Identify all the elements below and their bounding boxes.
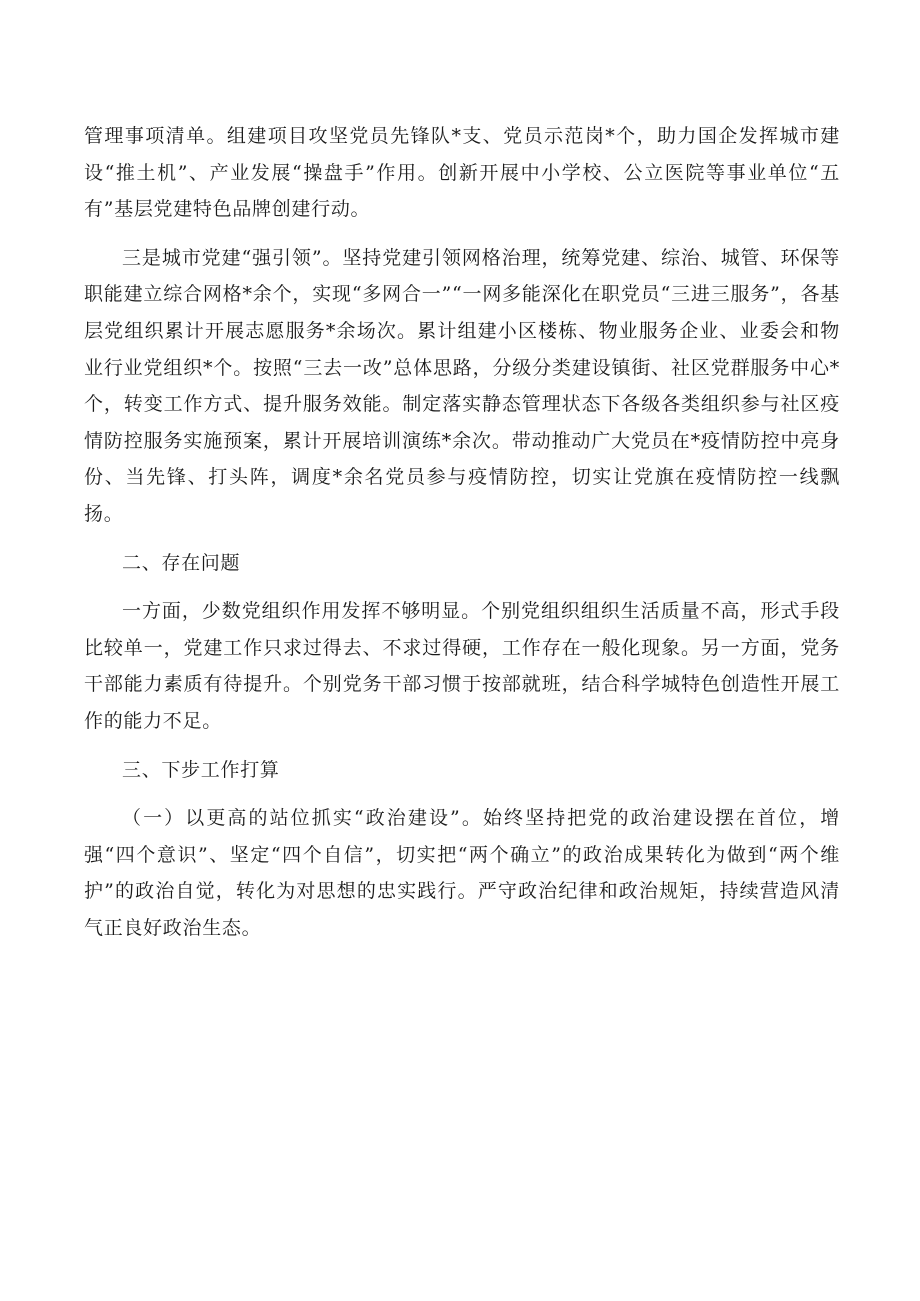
body-paragraph-urban-party-building: 三是城市党建“强引领”。坚持党建引领网格治理，统筹党建、综治、城管、环保等职能建立综合网格*余个，实现“多网合一”“一网多能深化在职党员“三进三服务”，各基层党组织累计开展志愿服务*余场次。累计组建小区楼栋、物业服务企业、业委会和物业行业党组织*个。按照“三去一改”总体思路，分级分类建设镇街、社区党群服务中心*个，转变工作方式、提升服务效能。制定落实静态管理状态下各级各类组织参与社区疫情防控服务实施预案，累计开展培训演练*余次。带动推动广大党员在*疫情防控中亮身份、当先锋、打头阵，调度*余名党员参与疫情防控，切实让党旗在疫情防控一线飘扬。 [84, 246, 840, 525]
body-paragraph-continued: 管理事项清单。组建项目攻坚党员先锋队*支、党员示范岗*个，助力国企发挥城市建设“推土机”、产业发展“操盘手”作用。创新开展中小学校、公立医院等事业单位“五有”基层党建特色品牌创建行动。 [84, 125, 840, 221]
body-paragraph-problems: 一方面，少数党组织作用发挥不够明显。个别党组织组织生活质量不高，形式手段比较单一，党建工作只求过得去、不求过得硬，工作存在一般化现象。另一方面，党务干部能力素质有待提升。个别党务干部习惯于按部就班，结合科学城特色创造性开展工作的能力不足。 [84, 600, 840, 732]
section-heading-next-steps: 三、下步工作打算 [122, 758, 280, 781]
section-heading-problems: 二、存在问题 [122, 551, 241, 574]
document-page [84, 118, 840, 946]
body-paragraph-political-building: （一）以更高的站位抓实“政治建设”。始终坚持把党的政治建设摆在首位，增强“四个意识”、坚定“四个自信”，切实把“两个确立”的政治成果转化为做到“两个维护”的政治自觉，转化为对思想的忠实践行。严守政治纪律和政治规矩，持续营造风清气正良好政治生态。 [84, 807, 840, 939]
